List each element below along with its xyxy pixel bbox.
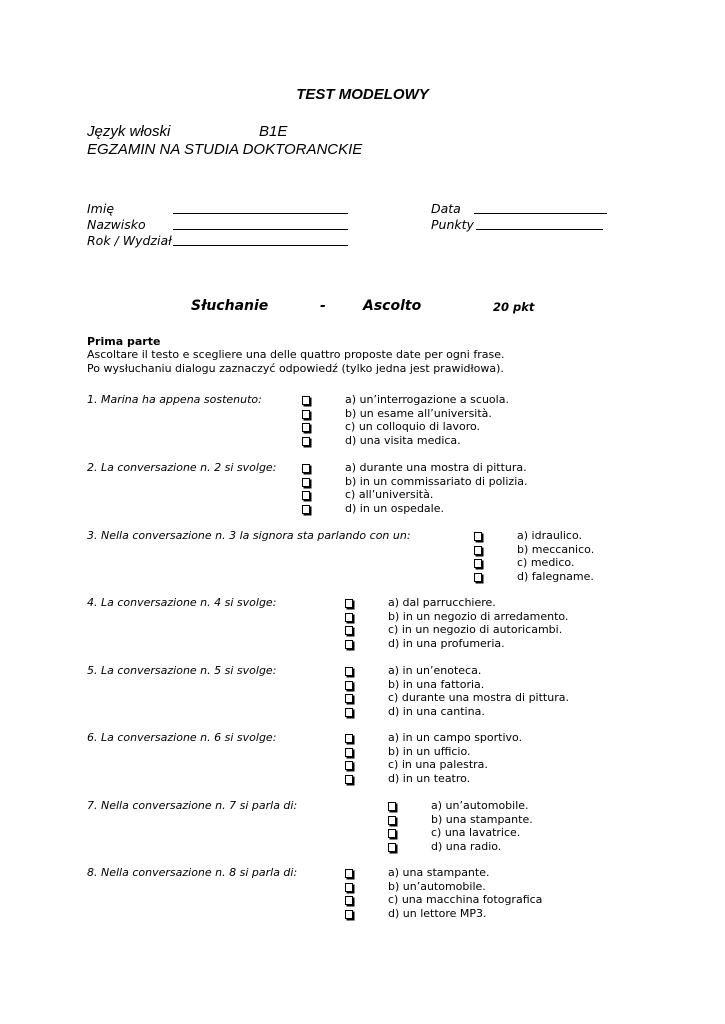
answer-option: d) in una cantina. <box>388 704 485 718</box>
answer-checkbox[interactable] <box>345 869 353 878</box>
answer-option: d) una visita medica. <box>345 433 461 447</box>
answer-checkbox[interactable] <box>345 896 353 905</box>
answer-option: c) una lavatrice. <box>431 826 521 840</box>
answer-option: d) falegname. <box>517 569 594 583</box>
answer-option: b) in un ufficio. <box>388 744 471 758</box>
answer-checkbox[interactable] <box>345 667 353 676</box>
part-title: Prima parte <box>87 335 161 348</box>
level-label: B1E <box>259 123 288 140</box>
answer-checkbox[interactable] <box>302 505 310 514</box>
points-label: Punkty <box>431 217 474 232</box>
answer-checkbox[interactable] <box>345 910 353 919</box>
answer-option: a) idraulico. <box>517 529 582 542</box>
answer-checkbox[interactable] <box>474 559 482 568</box>
answer-option: c) medico. <box>517 556 575 570</box>
answer-checkbox[interactable] <box>302 491 310 500</box>
question-4-text: 4. La conversazione n. 4 si svolge: <box>87 596 277 609</box>
answer-checkbox[interactable] <box>345 599 353 608</box>
answer-checkbox[interactable] <box>474 532 482 541</box>
answer-option: c) in un negozio di autoricambi. <box>388 623 563 637</box>
answer-option: b) in una fattoria. <box>388 677 485 691</box>
answer-option: b) in un negozio di arredamento. <box>388 609 569 623</box>
answer-checkbox[interactable] <box>302 464 310 473</box>
answer-option: c) una macchina fotografica <box>388 893 543 907</box>
answer-checkbox[interactable] <box>345 640 353 649</box>
answer-checkbox[interactable] <box>388 802 396 811</box>
first-name-field[interactable] <box>173 201 348 214</box>
answer-checkbox[interactable] <box>345 694 353 703</box>
answer-option: d) un lettore MP3. <box>388 906 487 920</box>
last-name-field[interactable] <box>173 217 348 230</box>
section-title-pl: Słuchanie <box>191 298 269 314</box>
answer-option: b) un’automobile. <box>388 879 486 893</box>
answer-checkbox[interactable] <box>345 883 353 892</box>
question-7-text: 7. Nella conversazione n. 7 si parla di: <box>87 799 298 812</box>
answer-checkbox[interactable] <box>388 816 396 825</box>
answer-option: d) una radio. <box>431 839 502 853</box>
question-2-text: 2. La conversazione n. 2 si svolge: <box>87 461 277 474</box>
answer-option: c) in una palestra. <box>388 758 488 772</box>
question-6-text: 6. La conversazione n. 6 si svolge: <box>87 731 277 744</box>
question-3-text: 3. Nella conversazione n. 3 la signora sta parlando con un: <box>87 529 411 542</box>
answer-option: a) un’automobile. <box>431 799 529 812</box>
question-5-text: 5. La conversazione n. 5 si svolge: <box>87 664 277 677</box>
answer-checkbox[interactable] <box>345 613 353 622</box>
answer-option: a) una stampante. <box>388 866 490 879</box>
answer-checkbox[interactable] <box>302 437 310 446</box>
faculty-label: Rok / Wydział <box>87 233 172 248</box>
answer-checkbox[interactable] <box>388 829 396 838</box>
answer-checkbox[interactable] <box>345 681 353 690</box>
faculty-field[interactable] <box>173 233 348 246</box>
answer-option: d) in una profumeria. <box>388 636 505 650</box>
question-1-text: 1. Marina ha appena sostenuto: <box>87 393 262 406</box>
answer-option: c) un colloquio di lavoro. <box>345 420 481 434</box>
points-field[interactable] <box>476 217 603 230</box>
section-points: 20 pkt <box>493 300 535 314</box>
answer-option: b) in un commissariato di polizia. <box>345 474 528 488</box>
answer-checkbox[interactable] <box>345 775 353 784</box>
answer-option: b) meccanico. <box>517 542 595 556</box>
answer-checkbox[interactable] <box>302 478 310 487</box>
answer-option: d) in un ospedale. <box>345 501 444 515</box>
instruction-pl: Po wysłuchaniu dialogu zaznaczyć odpowiedź (tylko jedna jest prawidłowa). <box>87 362 504 375</box>
answer-checkbox[interactable] <box>474 573 482 582</box>
answer-option: c) all’università. <box>345 488 434 502</box>
last-name-label: Nazwisko <box>87 217 146 232</box>
section-title-it: Ascolto <box>363 298 422 314</box>
document-title: TEST MODELOWY <box>296 86 429 103</box>
answer-checkbox[interactable] <box>302 410 310 419</box>
answer-option: b) un esame all’università. <box>345 406 492 420</box>
exam-label: EGZAMIN NA STUDIA DOKTORANCKIE <box>87 141 363 158</box>
first-name-label: Imię <box>87 201 115 216</box>
answer-option: a) in un’enoteca. <box>388 664 482 677</box>
answer-checkbox[interactable] <box>474 546 482 555</box>
instruction-it: Ascoltare il testo e scegliere una delle quattro proposte date per ogni frase. <box>87 348 505 361</box>
answer-checkbox[interactable] <box>302 423 310 432</box>
answer-checkbox[interactable] <box>345 748 353 757</box>
date-field[interactable] <box>474 201 607 214</box>
answer-checkbox[interactable] <box>345 761 353 770</box>
answer-checkbox[interactable] <box>388 843 396 852</box>
question-8-text: 8. Nella conversazione n. 8 si parla di: <box>87 866 298 879</box>
section-dash: - <box>320 298 326 314</box>
answer-checkbox[interactable] <box>345 626 353 635</box>
answer-checkbox[interactable] <box>345 734 353 743</box>
answer-option: a) in un campo sportivo. <box>388 731 523 744</box>
date-label: Data <box>431 201 461 216</box>
answer-option: a) un’interrogazione a scuola. <box>345 393 509 406</box>
answer-option: b) una stampante. <box>431 812 533 826</box>
answer-option: a) dal parrucchiere. <box>388 596 496 609</box>
language-label: Język włoski <box>87 123 171 140</box>
answer-option: c) durante una mostra di pittura. <box>388 691 569 705</box>
answer-checkbox[interactable] <box>345 708 353 717</box>
answer-checkbox[interactable] <box>302 396 310 405</box>
answer-option: d) in un teatro. <box>388 771 471 785</box>
answer-option: a) durante una mostra di pittura. <box>345 461 527 474</box>
